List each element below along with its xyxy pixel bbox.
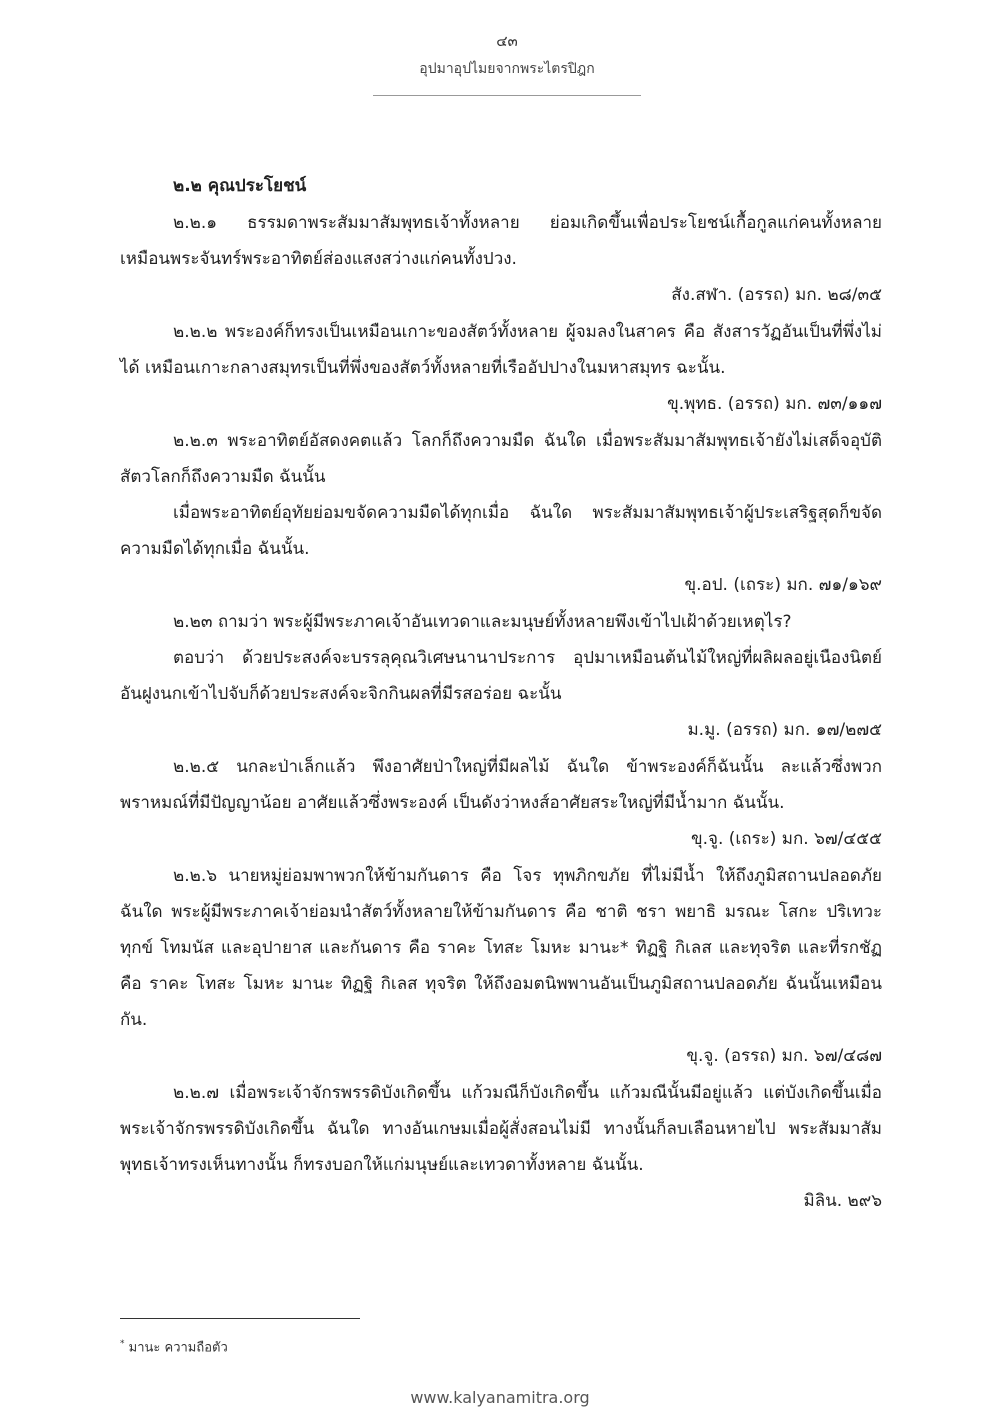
citation: ขุ.อป. (เถระ) มก. ๗๑/๑๖๙	[684, 575, 882, 595]
book-title: อุปมาอุปไมยจากพระไตรปิฎก	[419, 61, 595, 77]
entry-paragraph: ๒.๒๓ ถามว่า พระผู้มีพระภาคเจ้าอันเทวดาและมนุษย์ทั้งหลายพึงเข้าไปเฝ้าด้วยเหตุไร?	[173, 612, 792, 632]
entry-paragraph: ๒.๒.๕ นกละป่าเล็กแล้ว พึงอาศัยป่าใหญ่ที่มีผลไม้ ฉันใด ข้าพระองค์ก็ฉันนั้น ละแล้วซึ่งพวกพราหมณ์ที่มีปัญญาน้อย อาศัยแล้วซึ่งพระองค์ เป็นดังว่าหงส์อาศัยสระใหญ่ที่มีน้ำมาก ฉันนั้น.	[120, 757, 882, 813]
citation: ขุ.จู. (อรรถ) มก. ๖๗/๔๘๗	[686, 1046, 882, 1066]
page-number: ๔๓	[496, 32, 518, 50]
footnote-marker: *	[120, 1339, 125, 1349]
citation: ขุ.จู. (เถระ) มก. ๖๗/๔๕๕	[690, 829, 882, 849]
header-divider	[373, 95, 641, 96]
citation: ม.มู. (อรรถ) มก. ๑๗/๒๗๕	[687, 720, 882, 740]
citation: มิลิน. ๒๙๖	[803, 1191, 882, 1211]
citation: ขุ.พุทธ. (อรรถ) มก. ๗๓/๑๑๗	[667, 394, 882, 414]
footnote-divider	[120, 1318, 360, 1319]
main-content	[120, 168, 882, 1220]
page-header	[373, 30, 641, 80]
entry-paragraph: เมื่อพระอาทิตย์อุทัยย่อมขจัดความมืดได้ทุกเมื่อ ฉันใด พระสัมมาสัมพุทธเจ้าผู้ประเสริฐสุดก็ขจัดความมืดได้ทุกเมื่อ ฉันนั้น.	[120, 503, 882, 559]
entry-paragraph: ๒.๒.๒ พระองค์ก็ทรงเป็นเหมือนเกาะของสัตว์ทั้งหลาย ผู้จมลงในสาคร คือ สังสารวัฏอันเป็นที่พึ่งไม่ได้ เหมือนเกาะกลางสมุทรเป็นที่พึ่งของสัตว์ทั้งหลายที่เรืออัปปางในมหาสมุทร ฉะนั้น.	[120, 322, 882, 378]
footnote	[120, 1334, 228, 1358]
entry-paragraph: ๒.๒.๖ นายหมู่ย่อมพาพวกให้ข้ามกันดาร คือ โจร ทุพภิกขภัย ที่ไม่มีน้ำ ให้ถึงภูมิสถานปลอดภัย ฉันใด พระผู้มีพระภาคเจ้าย่อมนำสัตว์ทั้งหลายให้ข้ามกันดาร คือ ชาติ ชรา พยาธิ มรณะ โสกะ ปริเทวะ ทุกข์ โทมนัส และอุปายาส และกันดาร คือ ราคะ โทสะ โมหะ มานะ* ทิฏฐิ กิเลส และทุจริต และที่รกชัฏ คือ ราคะ โทสะ โมหะ มานะ ทิฏฐิ กิเลส ทุจริต ให้ถึงอมตนิพพานอันเป็นภูมิสถานปลอดภัย ฉันนั้นเหมือนกัน.	[120, 866, 882, 1030]
section-heading: ๒.๒ คุณประโยชน์	[173, 176, 307, 196]
entry-paragraph: ๒.๒.๑ ธรรมดาพระสัมมาสัมพุทธเจ้าทั้งหลาย ย่อมเกิดขึ้นเพื่อประโยชน์เกื้อกูลแก่คนทั้งหลาย เหมือนพระจันทร์พระอาทิตย์ส่องแสงสว่างแก่คนทั้งปวง.	[120, 213, 882, 269]
entry-paragraph: ตอบว่า ด้วยประสงค์จะบรรลุคุณวิเศษนานาประการ อุปมาเหมือนต้นไม้ใหญ่ที่ผลิผลอยู่เนืองนิตย์ อันฝูงนกเข้าไปจับก็ด้วยประสงค์จะจิกกินผลที่มีรสอร่อย ฉะนั้น	[120, 648, 882, 704]
footer-url[interactable]: www.kalyanamitra.org	[410, 1388, 590, 1407]
entry-paragraph: ๒.๒.๓ พระอาทิตย์อัสดงคตแล้ว โลกก็ถึงความมืด ฉันใด เมื่อพระสัมมาสัมพุทธเจ้ายังไม่เสด็จอุบัติ สัตวโลกก็ถึงความมืด ฉันนั้น	[120, 431, 882, 487]
footnote-text: มานะ ความถือตัว	[128, 1340, 228, 1356]
entry-paragraph: ๒.๒.๗ เมื่อพระเจ้าจักรพรรดิบังเกิดขึ้น แก้วมณีก็บังเกิดขึ้น แก้วมณีนั้นมีอยู่แล้ว แต่บังเกิดขึ้นเมื่อพระเจ้าจักรพรรดิบังเกิดขึ้น ฉันใด ทางอันเกษมเมื่อผู้สั่งสอนไม่มี ทางนั้นก็ลบเลือนหายไป พระสัมมาสัมพุทธเจ้าทรงเห็นทางนั้น ก็ทรงบอกให้แก่มนุษย์และเทวดาทั้งหลาย ฉันนั้น.	[120, 1083, 882, 1175]
citation: สัง.สฬา. (อรรถ) มก. ๒๘/๓๕	[671, 285, 882, 305]
